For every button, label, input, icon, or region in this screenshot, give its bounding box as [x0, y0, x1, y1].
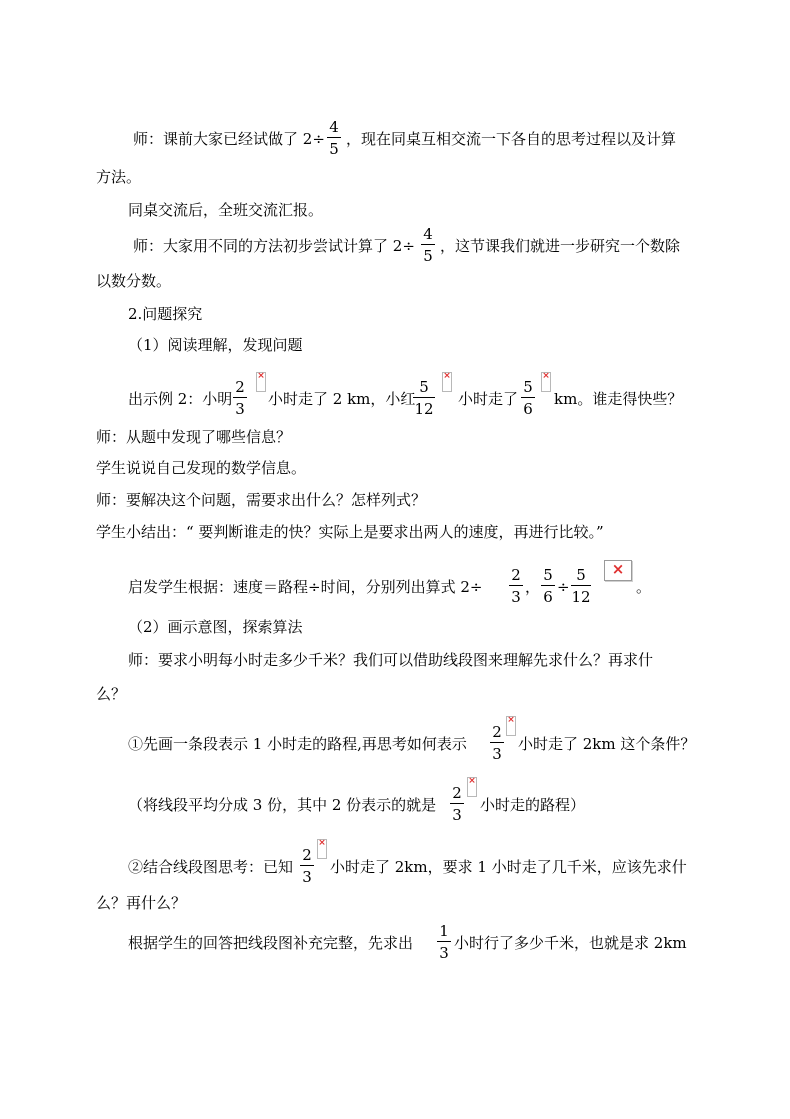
- example-text-a: 出示例 2：小明: [128, 390, 233, 408]
- last-text-b: 小时行了多少千米，也就是求 2km: [454, 934, 687, 952]
- para2: 同桌交流后，全班交流汇报。: [128, 201, 324, 219]
- example-text-c: 小时走了: [458, 390, 519, 408]
- fraction-5-6: 5 6: [520, 379, 536, 417]
- student-answer-2: 学生小结出：“ 要判断谁走的快？实际上是要求出两人的速度，再进行比较。”: [96, 523, 604, 541]
- para3-line1-rest: ，这节课我们就进一步研究一个数除: [440, 237, 681, 255]
- fraction-2-3-step2: 2 3: [299, 847, 315, 885]
- broken-image-icon: [256, 372, 266, 392]
- formula-comma: ，: [525, 578, 541, 596]
- broken-image-icon: [467, 777, 477, 797]
- step1-text-a: ①先画一条段表示 1 小时走的路程,再思考如何表示: [128, 735, 467, 753]
- para1-line1-rest: ，现在同桌互相交流一下各自的思考过程以及计算: [346, 130, 677, 148]
- broken-image-icon: [506, 716, 516, 736]
- student-answer-1: 学生说说自己发现的数学信息。: [96, 459, 307, 477]
- last-text-a: 根据学生的回答把线段图补充完整，先求出: [128, 934, 414, 952]
- fraction-1-3: 1 3: [436, 923, 452, 961]
- fraction-2-3: 2 3: [232, 379, 248, 417]
- fraction-4-5-b: 4 5: [420, 226, 436, 264]
- fraction-5-12-formula: 5 12: [571, 566, 591, 606]
- para3-line1: 师：大家用不同的方法初步尝试计算了 2÷: [133, 237, 415, 255]
- fraction-2-3-step1: 2 3: [489, 724, 505, 762]
- formula-divide: ÷: [557, 578, 570, 596]
- formula-period: 。: [636, 578, 652, 596]
- subheading-1: （1）阅读理解，发现问题: [128, 336, 303, 354]
- step2-text-c: 么？再什么？: [96, 894, 187, 912]
- para1-line1: 师：课前大家已经试做了 2÷: [133, 130, 325, 148]
- formula-text-a: 启发学生根据：速度＝路程÷时间，分别列出算式 2÷: [128, 578, 483, 596]
- broken-image-icon: [442, 372, 452, 392]
- teacher-question-2: 师：要解决这个问题，需要求出什么？怎样列式？: [96, 491, 427, 509]
- fraction-2-3-formula: 2 3: [508, 567, 524, 605]
- section-heading: 2.问题探究: [128, 305, 203, 323]
- broken-image-icon: [541, 372, 551, 392]
- subheading-2: （2）画示意图，探索算法: [128, 618, 303, 636]
- fraction-5-12: 5 12: [414, 378, 434, 418]
- step2-text-b: 小时走了 2km，要求 1 小时走了几千米，应该先求什: [330, 858, 687, 876]
- fraction-2-3-note: 2 3: [449, 785, 465, 823]
- example-text-d: km。谁走得快些？: [554, 390, 683, 408]
- broken-image-icon: [604, 560, 632, 581]
- broken-image-icon: [317, 839, 327, 859]
- fraction-4-5: 4 5: [326, 119, 342, 157]
- fraction-5-6-formula: 5 6: [540, 567, 556, 605]
- step1-note-a: （将线段平均分成 3 份，其中 2 份表示的就是: [128, 796, 437, 814]
- step1-note-b: 小时走的路程）: [480, 796, 586, 814]
- para3-line2: 以数分数。: [96, 272, 172, 290]
- para1-line2: 方法。: [96, 168, 142, 186]
- step2-text-a: ②结合线段图思考：已知: [128, 858, 294, 876]
- teacher-question-3-line2: 么？: [96, 685, 127, 703]
- teacher-question-3-line1: 师：要求小明每小时走多少千米？我们可以借助线段图来理解先求什么？再求什: [128, 651, 654, 669]
- example-text-b: 小时走了 2 km，小红: [268, 390, 416, 408]
- teacher-question-1: 师：从题中发现了哪些信息？: [96, 428, 292, 446]
- step1-text-b: 小时走了 2km 这个条件？: [518, 735, 696, 753]
